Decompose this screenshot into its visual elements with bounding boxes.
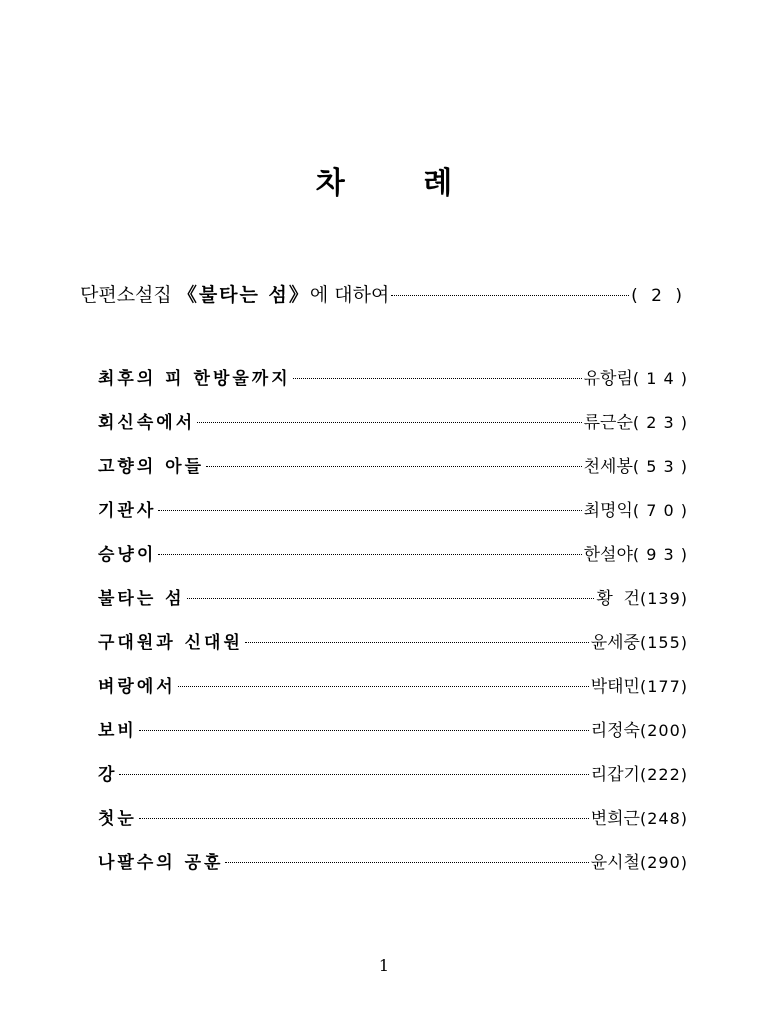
- entry-page: ( 1 4 ): [632, 369, 688, 388]
- entry-page: ( 9 3 ): [632, 545, 688, 564]
- toc-entry: [98, 540, 688, 584]
- toc-entry: [98, 408, 688, 452]
- dot-leader: [178, 686, 589, 687]
- dot-leader: [158, 554, 581, 555]
- intro-entry-page: ( 2 ): [631, 286, 686, 306]
- entry-title: 회신속에서: [98, 413, 196, 433]
- toc-entry: [98, 716, 688, 760]
- toc-entry: [98, 672, 688, 716]
- entry-title: 벼랑에서: [98, 677, 176, 697]
- entry-title: 보비: [98, 721, 137, 741]
- toc-entries: [98, 364, 688, 892]
- dot-leader: [225, 862, 588, 863]
- entry-title: 기관사: [98, 501, 157, 521]
- toc-entry: [98, 804, 688, 848]
- toc-entry: [98, 364, 688, 408]
- entry-page: (155): [639, 633, 688, 652]
- intro-entry: [80, 280, 686, 310]
- intro-title-prefix: 단편소설집: [80, 284, 178, 306]
- entry-page: ( 5 3 ): [632, 457, 688, 476]
- toc-entry: [98, 628, 688, 672]
- intro-title-suffix: 에 대하여: [309, 284, 390, 306]
- entry-title: 첫눈: [98, 809, 137, 829]
- entry-author: 박태민: [590, 677, 640, 697]
- dot-leader: [139, 730, 589, 731]
- entry-title: 최후의 피 한방울까지: [98, 369, 291, 389]
- entry-author: 최명익: [583, 501, 633, 521]
- dot-leader: [187, 598, 595, 599]
- dot-leader: [293, 378, 582, 379]
- toc-entry: [98, 760, 688, 804]
- entry-author: 황 건: [596, 589, 640, 609]
- entry-page: (248): [639, 809, 688, 828]
- entry-author: 변희근: [590, 809, 640, 829]
- entry-page: (177): [639, 677, 688, 696]
- toc-entry: [98, 496, 688, 540]
- dot-leader: [197, 422, 581, 423]
- entry-author: 유항림: [583, 369, 633, 389]
- entry-author: 리정숙: [590, 721, 640, 741]
- intro-title-book: 《불타는 섬》: [177, 284, 310, 306]
- entry-page: (290): [639, 853, 688, 872]
- dot-leader: [391, 295, 629, 296]
- page-number: 1: [378, 956, 390, 975]
- entry-author: 윤세중: [590, 633, 640, 653]
- entry-title: 불타는 섬: [98, 589, 185, 609]
- toc-entry: [98, 848, 688, 892]
- intro-entry-title: [80, 280, 389, 307]
- entry-author: 윤시철: [590, 853, 640, 873]
- dot-leader: [206, 466, 582, 467]
- entry-page: (200): [639, 721, 688, 740]
- entry-page: ( 2 3 ): [632, 413, 688, 432]
- entry-title: 나팔수의 공훈: [98, 853, 224, 873]
- dot-leader: [139, 818, 589, 819]
- toc-entry: [98, 584, 688, 628]
- dot-leader: [158, 510, 581, 511]
- entry-title: 승냥이: [98, 545, 157, 565]
- entry-author: 천세봉: [583, 457, 633, 477]
- dot-leader: [245, 642, 589, 643]
- entry-title: 고향의 아들: [98, 457, 205, 477]
- dot-leader: [119, 774, 588, 775]
- entry-author: 한설야: [583, 545, 633, 565]
- entry-page: (139): [639, 589, 688, 608]
- toc-heading: 차 례: [315, 166, 487, 201]
- toc-entry: [98, 452, 688, 496]
- entry-author: 리갑기: [590, 765, 640, 785]
- entry-page: ( 7 0 ): [632, 501, 688, 520]
- entry-author: 류근순: [583, 413, 633, 433]
- entry-title: 구대원과 신대원: [98, 633, 243, 653]
- entry-page: (222): [639, 765, 688, 784]
- entry-title: 강: [98, 765, 118, 785]
